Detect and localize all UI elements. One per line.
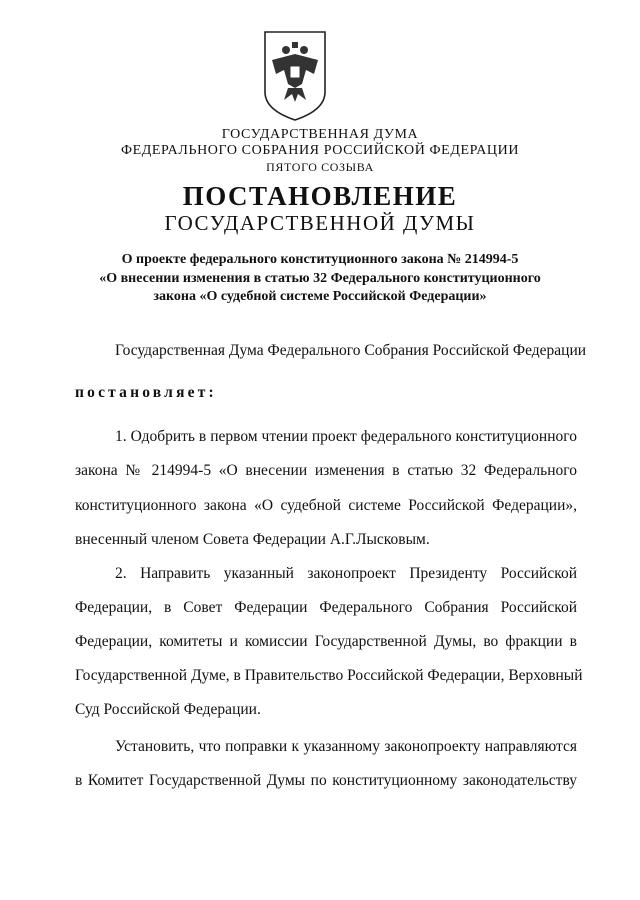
paragraph-line: Государственной Думе, в Правительство Российской Федерации, Верховный — [75, 667, 583, 684]
paragraph-line: 1. Одобрить в первом чтении проект федерального конституционного — [115, 428, 577, 445]
header-line-assembly: ФЕДЕРАЛЬНОГО СОБРАНИЯ РОССИЙСКОЙ ФЕДЕРАЦИИ — [120, 143, 520, 158]
subject-line: О проекте федерального конституционного закона № 214994-5 — [121, 252, 519, 267]
document-subtitle: ГОСУДАРСТВЕННОЙ ДУМЫ — [164, 211, 476, 235]
coat-of-arms-emblem — [262, 30, 328, 122]
paragraph-line: Федерации, в Совет Федерации Федерального Собрания Российской — [75, 599, 577, 616]
paragraph-line: Суд Российской Федерации. — [75, 701, 261, 718]
paragraph-line: Федерации, комитеты и комиссии Государственной Думы, во фракции в — [75, 633, 577, 650]
paragraph-line: закона № 214994-5 «О внесении изменения в статью 32 Федерального — [75, 462, 577, 479]
subject-line: «О внесении изменения в статью 32 Федерального конституционного — [99, 270, 541, 286]
paragraph-line: конституционного закона «О судебной системе Российской Федерации», — [75, 497, 577, 514]
resolves-text: постановляет: — [75, 384, 217, 401]
header-line-duma: ГОСУДАРСТВЕННАЯ ДУМА — [221, 127, 419, 142]
document-subject — [60, 251, 580, 307]
paragraph-line: Установить, что поправки к указанному законопроекту направляются — [115, 738, 577, 755]
paragraph-line: 2. Направить указанный законопроект Президенту Российской — [115, 565, 577, 582]
intro-text: Государственная Дума Федерального Собрания Российской Федерации — [115, 342, 587, 359]
header-line-convocation: ПЯТОГО СОЗЫВА — [266, 160, 374, 174]
subject-line: закона «О судебной системе Российской Федерации» — [153, 289, 487, 304]
document-title: ПОСТАНОВЛЕНИЕ — [182, 181, 458, 211]
paragraph-line: в Комитет Государственной Думы по конституционному законодательству — [75, 772, 577, 789]
paragraph-line: внесенный членом Совета Федерации А.Г.Лысковым. — [75, 531, 430, 548]
